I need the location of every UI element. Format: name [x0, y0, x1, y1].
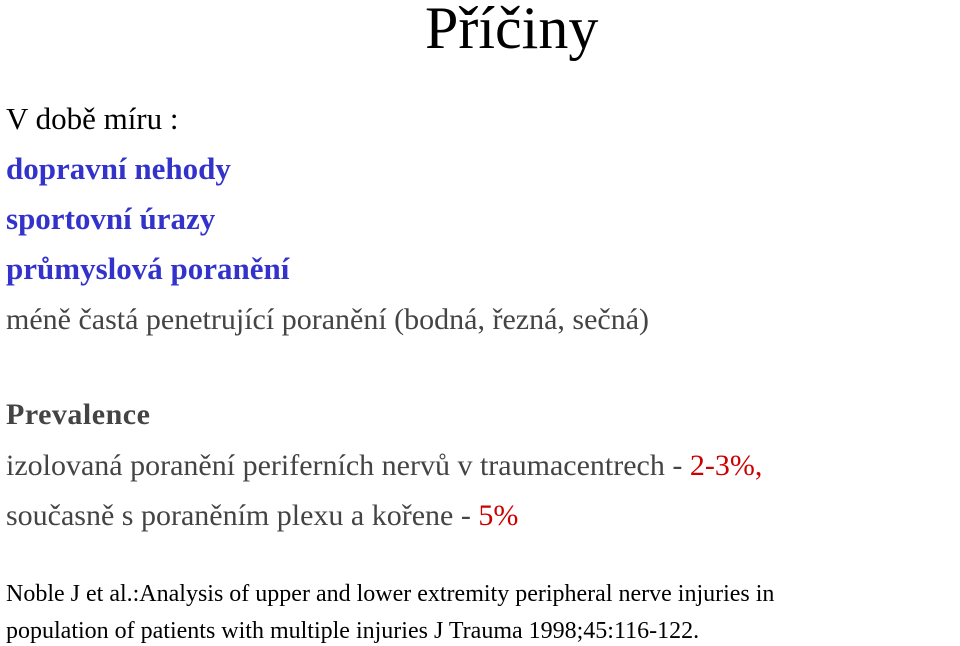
slide-title: Příčiny [425, 0, 599, 61]
prevalence-isolated-text: izolovaná poranění periferních nervů v traumacentrech - [6, 449, 690, 482]
prevalence-line-plexus [6, 499, 518, 533]
prevalence-heading: Prevalence [6, 398, 151, 431]
cause-item-traffic: dopravní nehody [6, 151, 231, 186]
cause-item-sports: sportovní úrazy [6, 201, 216, 236]
penetrating-injuries-note: méně častá penetrující poranění (bodná, řezná, sečná) [6, 303, 650, 336]
reference-line-1: Noble J et al.:Analysis of upper and lower extremity peripheral nerve injuries in [6, 581, 775, 607]
peace-heading: V době míru : [6, 101, 179, 136]
prevalence-isolated-value: 2-3%, [689, 449, 763, 482]
reference-line-2: population of patients with multiple injuries J Trauma 1998;45:116-122. [6, 618, 700, 644]
prevalence-plexus-value: 5% [478, 499, 519, 532]
prevalence-plexus-text: současně s poraněním plexu a kořene - [6, 499, 479, 532]
cause-item-industrial: průmyslová poranění [6, 251, 290, 286]
prevalence-line-isolated [6, 449, 762, 483]
